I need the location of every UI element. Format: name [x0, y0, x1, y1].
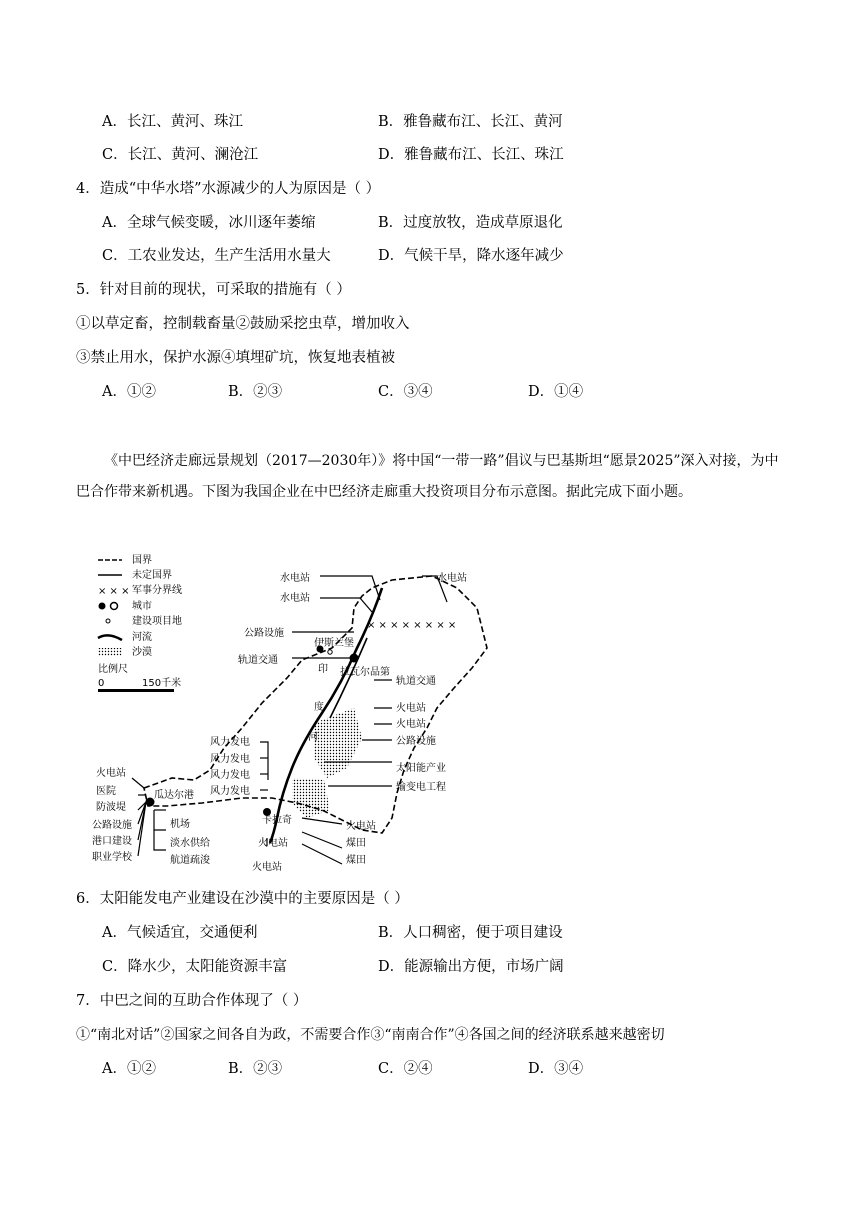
- q6-stem: 6．太阳能发电产业建设在沙漠中的主要原因是（ ）: [76, 891, 409, 907]
- project-label: 输变电工程: [396, 782, 446, 793]
- q6-option-d: D．能源输出方便，市场广阔: [378, 959, 564, 975]
- city-karachi: 卡拉奇: [262, 815, 292, 826]
- project-label: 火电站: [346, 821, 376, 832]
- project-label: 火电站: [396, 719, 426, 730]
- project-label: 水电站: [280, 573, 310, 584]
- project-label: 航道疏浚: [170, 855, 210, 866]
- project-label: 太阳能产业: [396, 763, 446, 774]
- q4-option-a: A．全球气候变暖，冰川逐年萎缩: [102, 215, 316, 231]
- project-label: 风力发电: [210, 754, 250, 765]
- q5-option-a: A．①②: [102, 384, 156, 400]
- project-label: 医院: [96, 786, 116, 797]
- project-label: 淡水供给: [170, 838, 210, 849]
- q3-option-b: B．雅鲁藏布江、长江、黄河: [378, 114, 563, 130]
- legend-label: 沙漠: [132, 647, 152, 658]
- project-label: 公路设施: [244, 628, 284, 639]
- project-label: 煤田: [346, 855, 366, 866]
- project-label: 水电站: [280, 593, 310, 604]
- project-label: 轨道交通: [396, 676, 436, 687]
- project-label: 职业学校: [92, 852, 132, 863]
- project-label: 水电站: [437, 573, 467, 584]
- q3-option-a: A．长江、黄河、珠江: [102, 114, 243, 130]
- q6-option-c: C．降水少，太阳能资源丰富: [102, 959, 288, 975]
- legend-label: 城市: [132, 601, 152, 612]
- project-label: 公路设施: [92, 820, 132, 831]
- project-label: 火电站: [258, 838, 288, 849]
- project-label: 轨道交通: [238, 655, 278, 666]
- military-line-marks: × × × × × × × ×: [367, 620, 457, 631]
- q5-option-d: D．①④: [528, 384, 584, 400]
- project-label: 风力发电: [210, 770, 250, 781]
- q5-items-2: ③禁止用水，保护水源④填埋矿坑，恢复地表植被: [76, 350, 395, 366]
- legend-label: 建设项目地: [132, 616, 182, 627]
- city-gwadar: 瓜达尔港: [154, 790, 194, 801]
- q3-option-c: C．长江、黄河、澜沧江: [102, 147, 259, 163]
- project-label: 火电站: [252, 862, 282, 873]
- project-label: 煤田: [346, 838, 366, 849]
- q4-option-c: C．工农业发达，生产生活用水量大: [102, 248, 331, 264]
- project-label: 风力发电: [210, 737, 250, 748]
- svg-text:× × ×: × × ×: [98, 586, 130, 597]
- legend-label: 国界: [132, 555, 152, 566]
- project-label: 火电站: [96, 768, 126, 779]
- q5-option-b: B．②③: [228, 384, 283, 400]
- river-label: 印: [318, 664, 328, 675]
- q7-items: ①“南北对话”②国家之间各自为政，不需要合作③“南南合作”④各国之间的经济联系越来越密切: [76, 1027, 665, 1043]
- q4-option-d: D．气候干旱，降水逐年减少: [378, 248, 564, 264]
- project-label: 火电站: [396, 703, 426, 714]
- q4-stem: 4．造成“中华水塔”水源减少的人为原因是（ ）: [76, 181, 381, 197]
- q5-stem: 5．针对目前的现状，可采取的措施有（ ）: [76, 282, 351, 298]
- project-label: 公路设施: [396, 736, 436, 747]
- q6-option-a: A．气候适宜，交通便利: [102, 925, 258, 941]
- city-marker: [350, 654, 359, 663]
- legend-label: 河流: [132, 632, 152, 643]
- project-label: 风力发电: [210, 786, 250, 797]
- project-label: 机场: [170, 819, 190, 830]
- q7-option-c: C．②④: [378, 1061, 433, 1077]
- q3-option-d: D．雅鲁藏布江、长江、珠江: [378, 147, 564, 163]
- scale-value: 150千米: [142, 678, 182, 689]
- scale-label: 比例尺: [98, 664, 128, 675]
- project-label: 防波堤: [96, 802, 126, 813]
- q7-option-b: B．②③: [228, 1061, 283, 1077]
- passage: 《中巴经济走廊远景规划（2017—2030年）》将中国“一带一路”倡议与巴基斯坦“愿景2025”深入对接，为中巴合作带来新机遇。下图为我国企业在中巴经济走廊重大投资项目分布示意图。据此完成下面小题。: [76, 453, 779, 500]
- city-islamabad: 伊斯兰堡: [314, 638, 354, 649]
- river-label: 度: [314, 702, 324, 713]
- q5-items-1: ①以草定畜，控制载畜量②鼓励采挖虫草，增加收入: [76, 316, 410, 332]
- q5-option-c: C．③④: [378, 384, 433, 400]
- q6-option-b: B．人口稠密，便于项目建设: [378, 925, 563, 941]
- project-label: 港口建设: [92, 836, 132, 847]
- map-legend: [98, 554, 182, 692]
- legend-label: 未定国界: [132, 570, 172, 581]
- river-label: 河: [308, 732, 318, 743]
- q7-option-d: D．③④: [528, 1061, 584, 1077]
- q4-option-b: B．过度放牧，造成草原退化: [378, 215, 563, 231]
- city-rawalpindi: 拉瓦尔品第: [340, 667, 390, 678]
- q7-stem: 7．中巴之间的互助合作体现了（ ）: [76, 993, 308, 1009]
- cpec-map: [92, 548, 492, 878]
- q7-option-a: A．①②: [102, 1061, 156, 1077]
- scale-zero: 0: [98, 678, 105, 689]
- legend-label: 军事分界线: [132, 585, 182, 596]
